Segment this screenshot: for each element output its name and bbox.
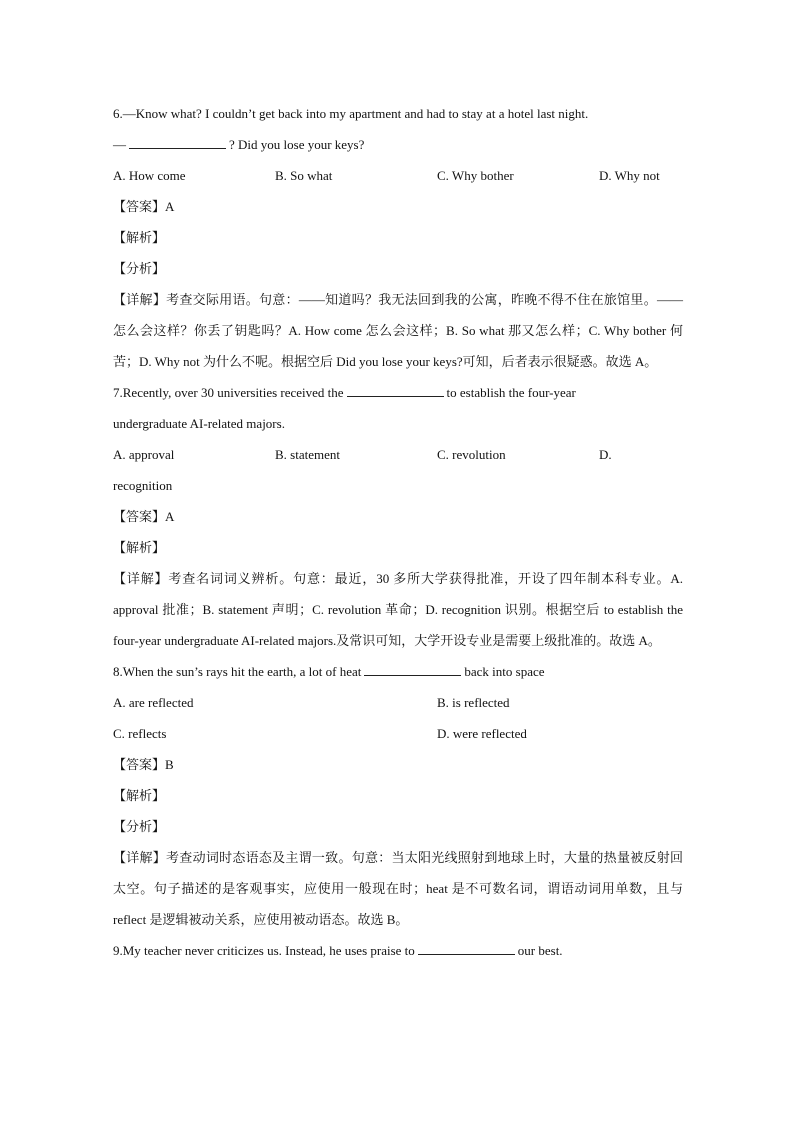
q8-options-row1 (113, 687, 683, 718)
q8-answer: 【答案】B (113, 757, 174, 772)
q7-option-c: C. revolution (437, 447, 506, 462)
q8-option-a: A. are reflected (113, 695, 194, 710)
q8-option-b: B. is reflected (437, 695, 510, 710)
q6-option-d: D. Why not (599, 168, 660, 183)
q6-options (113, 160, 683, 191)
q7-option-d-wrap: recognition (113, 478, 173, 493)
q7-stem-prefix: 7.Recently, over 30 universities received the (113, 385, 344, 400)
q6-dash: — (113, 137, 126, 152)
q7-stem-suffix: to establish the four-year (446, 385, 576, 400)
q6-blank (129, 136, 226, 149)
q8-fenxi: 【分析】 (113, 819, 166, 834)
q7-blank (347, 384, 444, 397)
q8-stem-suffix: back into space (464, 664, 545, 679)
q9-stem-suffix: our best. (517, 943, 563, 958)
q9-stem (113, 935, 683, 966)
q6-detail: 【详解】考查交际用语。句意：——知道吗？我无法回到我的公寓，昨晚不得不住在旅馆里。——怎么会这样？你丢了钥匙吗？A. How come 怎么会这样；B. So what 那又怎么样；C. Why bother 何苦；D. Why not 为什么不呢。根据空后 Did you lose your keys?可知，后者表示很疑惑。故选 A。 (113, 292, 683, 369)
q8-jiexi: 【解析】 (113, 788, 166, 803)
q6-option-c: C. Why bother (437, 168, 514, 183)
q7-option-d: D. (599, 447, 612, 462)
q6-option-a: A. How come (113, 168, 186, 183)
q7-option-b: B. statement (275, 447, 340, 462)
q6-fenxi: 【分析】 (113, 261, 166, 276)
q7-answer: 【答案】A (113, 509, 175, 524)
q7-option-a: A. approval (113, 447, 175, 462)
q6-line2-suffix: ? Did you lose your keys? (229, 137, 365, 152)
q7-jiexi: 【解析】 (113, 540, 166, 555)
q6-stem: 6.—Know what? I couldn’t get back into my apartment and had to stay at a hotel last night. (113, 106, 589, 121)
q9-blank (418, 942, 515, 955)
q8-option-d: D. were reflected (437, 726, 527, 741)
q9-stem-prefix: 9.My teacher never criticizes us. Instead, he uses praise to (113, 943, 415, 958)
q8-option-c: C. reflects (113, 726, 167, 741)
q6-line2 (113, 129, 683, 160)
q8-blank (364, 663, 461, 676)
q8-stem (113, 656, 683, 687)
q6-answer: 【答案】A (113, 199, 175, 214)
q6-option-b: B. So what (275, 168, 333, 183)
q7-options (113, 439, 683, 470)
q7-stem (113, 377, 683, 408)
q7-detail: 【详解】考查名词词义辨析。句意：最近，30 多所大学获得批准，开设了四年制本科专业。A. approval 批准；B. statement 声明；C. revolution 革命；D. recognition 识别。根据空后 to establish the four-year undergraduate AI-related majors.及常识可知，大学开设专业是需要上级批准的。故选 A。 (113, 571, 683, 648)
document-page (113, 98, 683, 966)
q6-jiexi: 【解析】 (113, 230, 166, 245)
q8-stem-prefix: 8.When the sun’s rays hit the earth, a lot of heat (113, 664, 362, 679)
q8-options-row2 (113, 718, 683, 749)
q8-detail: 【详解】考查动词时态语态及主谓一致。句意：当太阳光线照射到地球上时，大量的热量被反射回太空。句子描述的是客观事实，应使用一般现在时；heat 是不可数名词，谓语动词用单数，且与 reflect 是逻辑被动关系，应使用被动语态。故选 B。 (113, 850, 683, 927)
q7-stem-line2: undergraduate AI-related majors. (113, 416, 285, 431)
